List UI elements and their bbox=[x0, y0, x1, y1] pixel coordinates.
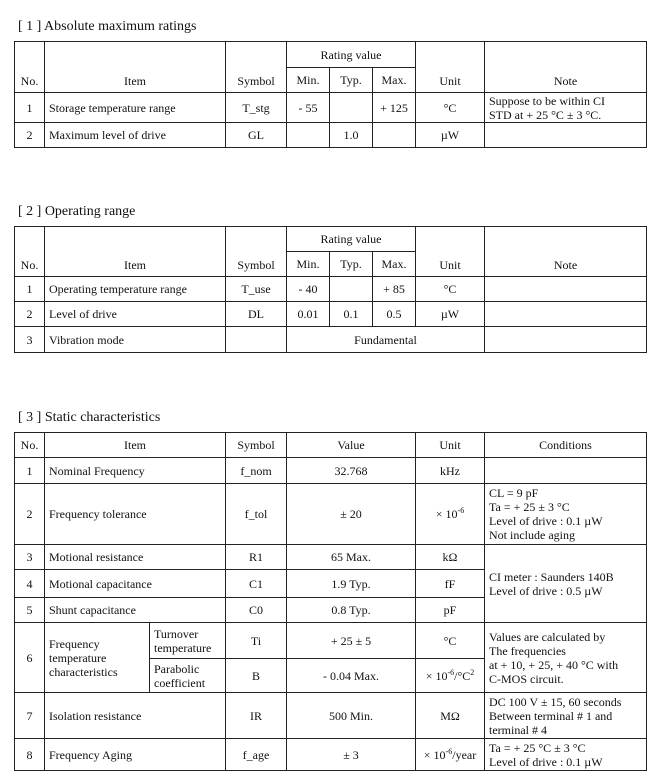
row-max: + 125 bbox=[373, 93, 416, 123]
row-unit: pF bbox=[416, 598, 485, 623]
row-value: 1.9 Typ. bbox=[287, 570, 416, 598]
row-no: 5 bbox=[15, 598, 45, 623]
row-value: ± 20 bbox=[287, 484, 416, 545]
table-row bbox=[15, 302, 647, 327]
row-conditions: Values are calculated by The frequencies at + 10, + 25, + 40 °C with C-MOS circuit. bbox=[485, 623, 647, 693]
header-value: Value bbox=[287, 433, 416, 458]
header-max: Max. bbox=[373, 68, 416, 93]
row-note bbox=[485, 302, 647, 327]
row-max: 0.5 bbox=[373, 302, 416, 327]
header-no: No. bbox=[15, 433, 45, 458]
shared-conditions: CI meter : Saunders 140B Level of drive : 0.5 µW bbox=[485, 570, 647, 598]
row-no: 3 bbox=[15, 327, 45, 353]
row-no: 6 bbox=[15, 623, 45, 693]
row-value: 500 Min. bbox=[287, 693, 416, 739]
header-typ: Typ. bbox=[330, 252, 373, 277]
row-unit: × $10^{-6}$ bbox=[416, 484, 485, 545]
header-unit: Unit bbox=[416, 42, 485, 93]
header-conditions: Conditions bbox=[485, 433, 647, 458]
header-min: Min. bbox=[287, 68, 330, 93]
header-rating-value: Rating value bbox=[287, 42, 416, 68]
header-typ: Typ. bbox=[330, 68, 373, 93]
header-unit: Unit bbox=[416, 227, 485, 277]
row-conditions bbox=[485, 545, 647, 570]
operating-range-table bbox=[14, 226, 647, 353]
row-item: Level of drive bbox=[45, 302, 226, 327]
header-no: No. bbox=[15, 42, 45, 93]
row-item: Isolation resistance bbox=[45, 693, 226, 739]
header-item: Item bbox=[45, 433, 226, 458]
section1-title: [ 1 ] Absolute maximum ratings bbox=[18, 19, 197, 34]
row-no: 2 bbox=[15, 302, 45, 327]
row-min: 0.01 bbox=[287, 302, 330, 327]
row-symbol: GL bbox=[226, 123, 287, 148]
row-note bbox=[485, 327, 647, 353]
table-row bbox=[15, 570, 647, 598]
row-typ: 0.1 bbox=[330, 302, 373, 327]
row-conditions bbox=[485, 458, 647, 484]
header-no: No. bbox=[15, 227, 45, 277]
row-note bbox=[485, 277, 647, 302]
header-item: Item bbox=[45, 227, 226, 277]
row-value: - 0.04 Max. bbox=[287, 659, 416, 693]
table-row bbox=[15, 93, 647, 123]
row-item: Motional resistance bbox=[45, 545, 226, 570]
header-note: Note bbox=[485, 42, 647, 93]
row-unit: MΩ bbox=[416, 693, 485, 739]
header-symbol: Symbol bbox=[226, 42, 287, 93]
table-row bbox=[15, 693, 647, 739]
row-conditions: DC 100 V ± 15, 60 seconds Between terminal # 1 and terminal # 4 bbox=[485, 693, 647, 739]
row-item: Nominal Frequency bbox=[45, 458, 226, 484]
row-value: 65 Max. bbox=[287, 545, 416, 570]
row-item: Motional capacitance bbox=[45, 570, 226, 598]
row-unit: × $10^{-6}$/year bbox=[416, 739, 485, 771]
row-conditions: Ta = + 25 °C ± 3 °C Level of drive : 0.1 µW bbox=[485, 739, 647, 771]
row-item: Maximum level of drive bbox=[45, 123, 226, 148]
row-min: - 40 bbox=[287, 277, 330, 302]
table-row bbox=[15, 277, 647, 302]
row-symbol bbox=[226, 327, 287, 353]
row-no: 4 bbox=[15, 570, 45, 598]
row-note: Suppose to be within CI STD at + 25 °C ± 3 °C. bbox=[485, 93, 647, 123]
row-symbol: IR bbox=[226, 693, 287, 739]
header-note: Note bbox=[485, 227, 647, 277]
table-row bbox=[15, 327, 647, 353]
row-item: Frequency temperature characteristics bbox=[45, 623, 150, 693]
header-symbol: Symbol bbox=[226, 433, 287, 458]
table-row bbox=[15, 623, 647, 659]
row-unit: °C bbox=[416, 93, 485, 123]
row-unit: °C bbox=[416, 277, 485, 302]
table-row bbox=[15, 458, 647, 484]
row-typ bbox=[330, 93, 373, 123]
row-no: 7 bbox=[15, 693, 45, 739]
row-symbol: Ti bbox=[226, 623, 287, 659]
row-item: Storage temperature range bbox=[45, 93, 226, 123]
row-item: Vibration mode bbox=[45, 327, 226, 353]
row-min: - 55 bbox=[287, 93, 330, 123]
row-symbol: f_tol bbox=[226, 484, 287, 545]
section3-title: [ 3 ] Static characteristics bbox=[18, 410, 161, 425]
row-unit: µW bbox=[416, 123, 485, 148]
row-note bbox=[485, 123, 647, 148]
row-typ bbox=[330, 277, 373, 302]
row-symbol: C1 bbox=[226, 570, 287, 598]
row-unit: µW bbox=[416, 302, 485, 327]
header-unit: Unit bbox=[416, 433, 485, 458]
row-item: Frequency tolerance bbox=[45, 484, 226, 545]
header-rating-value: Rating value bbox=[287, 227, 416, 252]
row-item: Frequency Aging bbox=[45, 739, 226, 771]
row-no: 1 bbox=[15, 458, 45, 484]
row-no: 1 bbox=[15, 93, 45, 123]
row-typ: 1.0 bbox=[330, 123, 373, 148]
table-row bbox=[15, 123, 647, 148]
row-value: Fundamental bbox=[287, 327, 485, 353]
row-no: 1 bbox=[15, 277, 45, 302]
row-symbol: T_stg bbox=[226, 93, 287, 123]
row-min bbox=[287, 123, 330, 148]
table-row bbox=[15, 739, 647, 771]
row-no: 8 bbox=[15, 739, 45, 771]
row-symbol: B bbox=[226, 659, 287, 693]
row-no: 2 bbox=[15, 484, 45, 545]
row-value: + 25 ± 5 bbox=[287, 623, 416, 659]
row-unit: fF bbox=[416, 570, 485, 598]
row-item: Operating temperature range bbox=[45, 277, 226, 302]
row-symbol: R1 bbox=[226, 545, 287, 570]
row-unit: × $10^{-6}/^\circ C^2$ bbox=[416, 659, 485, 693]
row-sub-item: Turnover temperature bbox=[150, 623, 226, 659]
header-min: Min. bbox=[287, 252, 330, 277]
row-max bbox=[373, 123, 416, 148]
row-no: 2 bbox=[15, 123, 45, 148]
table-row bbox=[15, 545, 647, 570]
row-unit: kΩ bbox=[416, 545, 485, 570]
row-symbol: C0 bbox=[226, 598, 287, 623]
table-row bbox=[15, 598, 647, 623]
table-row bbox=[15, 484, 647, 545]
row-unit: °C bbox=[416, 623, 485, 659]
absolute-max-ratings-table bbox=[14, 41, 647, 148]
row-conditions bbox=[485, 598, 647, 623]
row-symbol: f_age bbox=[226, 739, 287, 771]
row-conditions: CL = 9 pF Ta = + 25 ± 3 °C Level of drive : 0.1 µW Not include aging bbox=[485, 484, 647, 545]
row-value: ± 3 bbox=[287, 739, 416, 771]
row-max: + 85 bbox=[373, 277, 416, 302]
row-item: Shunt capacitance bbox=[45, 598, 226, 623]
section2-title: [ 2 ] Operating range bbox=[18, 204, 136, 219]
row-sub-item: Parabolic coefficient bbox=[150, 659, 226, 693]
row-value: 0.8 Typ. bbox=[287, 598, 416, 623]
row-symbol: DL bbox=[226, 302, 287, 327]
header-symbol: Symbol bbox=[226, 227, 287, 277]
row-unit: kHz bbox=[416, 458, 485, 484]
static-characteristics-table bbox=[14, 432, 647, 771]
row-no: 3 bbox=[15, 545, 45, 570]
header-item: Item bbox=[45, 42, 226, 93]
header-max: Max. bbox=[373, 252, 416, 277]
row-symbol: T_use bbox=[226, 277, 287, 302]
row-value: 32.768 bbox=[287, 458, 416, 484]
row-symbol: f_nom bbox=[226, 458, 287, 484]
